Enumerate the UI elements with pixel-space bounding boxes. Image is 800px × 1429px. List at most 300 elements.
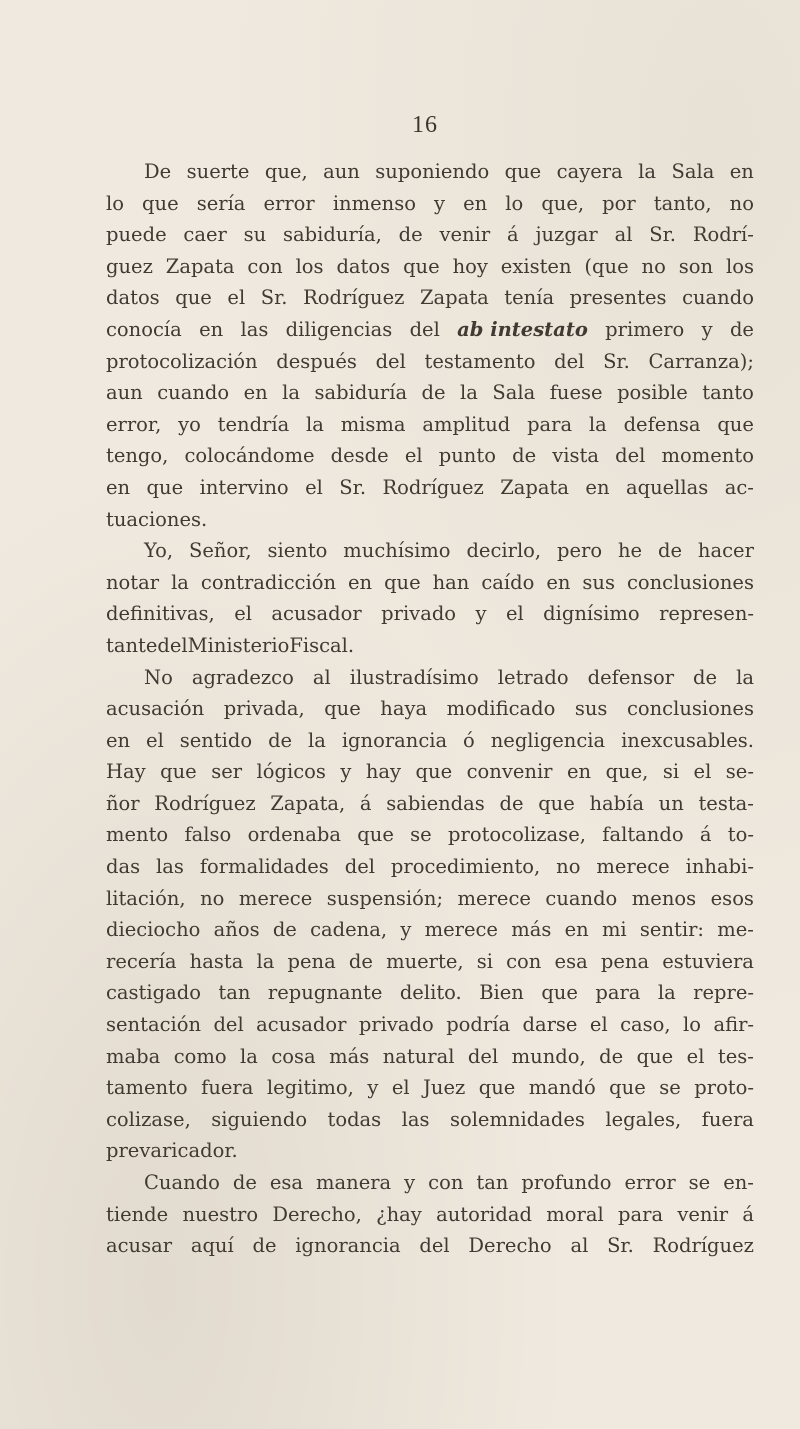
word: la xyxy=(638,160,657,183)
word: siguiendo xyxy=(211,1107,308,1131)
word: del xyxy=(615,444,646,468)
word: Zapata xyxy=(500,475,569,499)
word: la xyxy=(460,381,478,405)
word: tamento xyxy=(106,1076,188,1100)
word: sus xyxy=(582,570,615,594)
word: suerte xyxy=(186,160,250,183)
text-line xyxy=(106,788,754,820)
word: en xyxy=(106,728,131,752)
word: y xyxy=(367,1076,379,1100)
word: más xyxy=(329,1044,370,1068)
text-line xyxy=(106,251,754,283)
word: y xyxy=(340,760,352,784)
word: misma xyxy=(340,412,406,436)
word: todas xyxy=(327,1107,382,1131)
word: del xyxy=(409,317,440,341)
word: de xyxy=(599,1044,624,1068)
page-number: 16 xyxy=(412,112,438,138)
word: no xyxy=(729,191,754,215)
word: la xyxy=(282,381,301,405)
word: hoy xyxy=(452,254,488,278)
word: de xyxy=(421,381,446,405)
word: No xyxy=(144,665,173,689)
word: la xyxy=(240,1044,258,1068)
word: castigado xyxy=(106,981,201,1005)
word: había xyxy=(589,791,644,815)
word: privada, xyxy=(223,697,305,721)
word: que xyxy=(717,412,754,436)
word: merece xyxy=(457,886,531,910)
word: años xyxy=(213,918,260,942)
word: (que xyxy=(584,254,629,278)
word: aquí xyxy=(190,1234,234,1258)
word: cuando xyxy=(157,381,230,405)
word: Ministerio xyxy=(187,633,290,657)
word: primero xyxy=(605,317,685,341)
word: las xyxy=(401,1107,430,1131)
word: protocolizase, xyxy=(448,823,586,847)
word: á xyxy=(359,791,372,815)
word: decirlo, xyxy=(466,539,542,563)
word: en xyxy=(566,760,592,784)
word: que xyxy=(538,791,575,815)
text-line xyxy=(106,440,754,472)
text-line xyxy=(106,1041,754,1073)
word: del xyxy=(467,1044,499,1068)
text-line xyxy=(106,504,754,536)
word: de xyxy=(252,1234,277,1258)
word: en xyxy=(729,160,754,183)
word: los xyxy=(725,254,754,278)
word: existen xyxy=(500,254,572,278)
word: desde xyxy=(330,444,389,468)
word: en xyxy=(347,570,373,594)
word: de xyxy=(729,317,754,341)
text-line xyxy=(106,1009,754,1041)
word: en- xyxy=(723,1171,754,1194)
word: muerte, xyxy=(386,949,464,973)
word: posible xyxy=(617,381,688,405)
text-line xyxy=(106,977,754,1009)
word: guez xyxy=(106,254,153,278)
text-line xyxy=(106,346,754,378)
word: que xyxy=(415,760,453,784)
word: se- xyxy=(725,760,754,784)
word: amplitud xyxy=(422,412,511,436)
word: hay xyxy=(365,760,402,784)
word: Derecho xyxy=(468,1234,552,1258)
word: natural xyxy=(382,1044,455,1068)
text-line xyxy=(106,693,754,725)
text-line xyxy=(106,156,754,188)
word: privado xyxy=(381,602,457,626)
text-line xyxy=(106,851,754,883)
text-line xyxy=(106,1072,754,1104)
word: de xyxy=(398,223,423,247)
word: hacer xyxy=(697,539,754,563)
word: en xyxy=(546,570,571,594)
word: de xyxy=(268,728,293,752)
word: esa xyxy=(554,949,588,973)
word: delito. xyxy=(399,981,462,1005)
word: error, xyxy=(106,412,162,436)
word: caso, xyxy=(620,1013,671,1037)
text-line xyxy=(106,725,754,757)
word: procedimiento, xyxy=(390,855,541,879)
word: y xyxy=(701,317,713,341)
word: Sr. xyxy=(607,1234,634,1258)
word: á xyxy=(699,823,712,847)
text-line xyxy=(106,472,754,504)
word: más xyxy=(511,918,552,942)
word: tes- xyxy=(717,1044,754,1068)
word: y xyxy=(404,1171,416,1194)
word: sabiendas xyxy=(386,791,485,815)
word: que xyxy=(541,981,578,1005)
word: Rodríguez xyxy=(303,286,405,310)
word: Cuando xyxy=(144,1171,220,1194)
word: mi xyxy=(601,918,627,942)
word: autoridad xyxy=(436,1202,532,1226)
word: tiende xyxy=(106,1202,169,1226)
word: suspensión; xyxy=(326,886,444,910)
word: que xyxy=(175,286,212,310)
word: tante xyxy=(106,633,158,657)
word: Zapata xyxy=(419,286,489,310)
word: conocía xyxy=(106,317,182,341)
word: en xyxy=(463,191,488,215)
word: como xyxy=(173,1044,227,1068)
word: letrado xyxy=(497,665,569,689)
word: me- xyxy=(717,918,754,942)
word: Sala xyxy=(492,381,536,405)
word: de xyxy=(499,791,524,815)
word: darse xyxy=(522,1013,578,1037)
word: Carranza); xyxy=(648,349,754,373)
word: maba xyxy=(106,1044,161,1068)
word: del xyxy=(213,1013,244,1037)
word: Zapata xyxy=(165,254,235,278)
word: podría xyxy=(446,1013,511,1037)
word: intervino xyxy=(199,475,289,499)
word: Rodríguez xyxy=(382,475,484,499)
word: esa xyxy=(269,1171,304,1194)
word: ser xyxy=(211,760,243,784)
word: que xyxy=(384,570,421,594)
word: por xyxy=(602,191,636,215)
word: siento xyxy=(267,539,328,563)
word: prevaricador. xyxy=(106,1139,238,1163)
word: esos xyxy=(710,886,754,910)
word: su xyxy=(243,223,267,247)
word: puede xyxy=(106,223,167,247)
word: acusador xyxy=(256,1013,347,1037)
word: Sala xyxy=(671,160,715,183)
word: colocándome xyxy=(184,444,315,468)
word: ilustradísimo xyxy=(349,665,479,689)
word: faltando xyxy=(602,823,684,847)
word: sería xyxy=(196,191,246,215)
word: Bien xyxy=(479,981,524,1005)
text-line xyxy=(106,914,754,946)
word: cadena, xyxy=(310,918,388,942)
word: repre- xyxy=(693,981,754,1005)
word: para xyxy=(618,1202,664,1226)
word: dieciocho xyxy=(106,918,201,942)
word: aun xyxy=(106,381,143,405)
word: cayera xyxy=(556,160,623,183)
word: momento xyxy=(661,444,754,468)
word: Yo, xyxy=(144,539,174,563)
word: profundo xyxy=(521,1171,612,1194)
word: moral xyxy=(546,1202,604,1226)
word: sentido xyxy=(179,728,253,752)
word: Rodríguez xyxy=(154,791,256,815)
text-line xyxy=(106,1199,754,1231)
word: no xyxy=(200,886,225,910)
text-line xyxy=(106,535,754,567)
word: y xyxy=(434,191,446,215)
word: tanto, xyxy=(653,191,712,215)
body-text xyxy=(106,156,754,1262)
word: que xyxy=(504,160,542,183)
word: suponiendo xyxy=(375,160,490,183)
text-line xyxy=(106,1167,754,1199)
text-line xyxy=(106,819,754,851)
word: pero xyxy=(557,539,603,563)
word: el xyxy=(234,602,252,626)
word: falso xyxy=(184,823,232,847)
word: ó xyxy=(463,728,475,752)
word: estuviera xyxy=(662,949,754,973)
text-line xyxy=(106,946,754,978)
word: del xyxy=(554,349,585,373)
word: pena xyxy=(287,949,336,973)
word: error xyxy=(263,191,315,215)
word: si xyxy=(662,760,680,784)
word: acusación xyxy=(106,697,205,721)
word: á xyxy=(506,223,519,247)
word: la xyxy=(308,728,326,752)
word: si xyxy=(476,949,493,973)
word: tanto xyxy=(702,381,754,405)
word: caer xyxy=(183,223,227,247)
word: que, xyxy=(605,760,649,784)
word: que xyxy=(609,1076,646,1100)
word: datos xyxy=(106,286,160,310)
word: han xyxy=(432,570,470,594)
text-line xyxy=(106,883,754,915)
word: merece xyxy=(424,918,498,942)
word: Derecho, xyxy=(272,1202,362,1226)
word: inhabi- xyxy=(685,855,754,879)
text-line xyxy=(106,630,754,662)
word: tan xyxy=(218,981,251,1005)
word: sabiduría, xyxy=(283,223,382,247)
word: en xyxy=(585,475,610,499)
word: Hay xyxy=(106,760,146,784)
word: sentación xyxy=(106,1013,202,1037)
text-line xyxy=(106,409,754,441)
word: los xyxy=(295,254,324,278)
word: das xyxy=(106,855,141,879)
word: presentes xyxy=(569,286,667,310)
word: cosa xyxy=(271,1044,316,1068)
word: ignorancia xyxy=(341,728,448,752)
word: notar xyxy=(106,570,160,594)
word: acusador xyxy=(271,602,362,626)
text-line xyxy=(106,188,754,220)
word: inmenso xyxy=(332,191,416,215)
word: lógicos xyxy=(256,760,326,784)
word: Sr. xyxy=(260,286,288,310)
word: al xyxy=(614,223,633,247)
word: Fiscal. xyxy=(289,633,355,657)
word: inexcusables. xyxy=(621,728,754,752)
word: Rodríguez xyxy=(652,1234,754,1258)
word: fuera xyxy=(201,1076,254,1100)
word: convenir xyxy=(466,760,553,784)
word: lo xyxy=(683,1013,702,1037)
word: punto xyxy=(438,444,496,468)
word: tenía xyxy=(504,286,555,310)
text-line xyxy=(106,1230,754,1262)
word: Señor, xyxy=(189,539,252,563)
word: afir- xyxy=(713,1013,754,1037)
word: que xyxy=(324,697,361,721)
word: to- xyxy=(727,823,754,847)
text-line xyxy=(106,662,754,694)
word: del xyxy=(157,633,188,657)
word: mandó xyxy=(528,1076,596,1100)
word: recería xyxy=(106,949,177,973)
word: defensa xyxy=(623,412,701,436)
word: después xyxy=(276,349,357,373)
word: ignorancia xyxy=(295,1234,401,1258)
word: de xyxy=(658,539,683,563)
word: Juez xyxy=(423,1076,466,1100)
word: acusar xyxy=(106,1234,173,1258)
word: la xyxy=(171,570,189,594)
word: en xyxy=(564,918,589,942)
word: de xyxy=(232,1171,257,1194)
word: se xyxy=(410,823,432,847)
word: merece xyxy=(596,855,670,879)
word: venir xyxy=(677,1202,729,1226)
word: lo xyxy=(505,191,524,215)
word: conclusiones xyxy=(626,697,754,721)
word: que xyxy=(636,1044,674,1068)
word: cuando xyxy=(545,886,618,910)
word: de xyxy=(272,918,297,942)
word: yo xyxy=(178,412,201,436)
word: repugnante xyxy=(267,981,383,1005)
word: sentir: xyxy=(639,918,704,942)
word: De xyxy=(144,160,172,183)
word: las xyxy=(156,855,184,879)
word: mundo, xyxy=(511,1044,586,1068)
word: negligencia xyxy=(490,728,606,752)
word: vista xyxy=(552,444,599,468)
word: la xyxy=(657,981,676,1005)
word: nuestro xyxy=(182,1202,259,1226)
word: contradicción xyxy=(200,570,337,594)
text-line xyxy=(106,219,754,251)
word: menos xyxy=(631,886,697,910)
word: ñor xyxy=(106,791,140,815)
word: modificado xyxy=(446,697,556,721)
word: formalidades xyxy=(199,855,329,879)
word: con xyxy=(506,949,542,973)
word: no xyxy=(556,855,581,879)
word: que xyxy=(403,254,440,278)
word: dignísimo xyxy=(543,602,640,626)
word: el xyxy=(391,1076,410,1100)
word: el xyxy=(589,1013,608,1037)
word: tendría xyxy=(217,412,290,436)
word: aun xyxy=(323,160,360,183)
word: de xyxy=(512,444,537,468)
word: aquellas xyxy=(625,475,709,499)
word: del xyxy=(419,1234,450,1258)
word: que xyxy=(478,1076,516,1100)
text-line xyxy=(106,1135,754,1167)
word: fuese xyxy=(549,381,603,405)
word: la xyxy=(256,949,275,973)
word: y xyxy=(400,918,412,942)
word: en xyxy=(106,475,131,499)
word: diligencias xyxy=(285,317,393,341)
word: y xyxy=(475,602,487,626)
word: litación, xyxy=(106,886,186,910)
word: manera xyxy=(316,1171,392,1194)
word: legales, xyxy=(605,1107,682,1131)
text-line xyxy=(106,567,754,599)
word: juzgar xyxy=(535,223,598,247)
word: un xyxy=(658,791,684,815)
word: son xyxy=(678,254,714,278)
word: ab intestato xyxy=(457,317,588,341)
word: del xyxy=(344,855,375,879)
word: lo xyxy=(106,191,124,215)
word: Sr. xyxy=(649,223,676,247)
word: ordenaba xyxy=(247,823,341,847)
word: muchísimo xyxy=(343,539,451,563)
word: merece xyxy=(238,886,313,910)
word: el xyxy=(305,475,323,499)
word: la xyxy=(306,412,324,436)
word: tan xyxy=(476,1171,509,1194)
word: Rodrí- xyxy=(692,223,754,247)
word: represen- xyxy=(659,602,754,626)
word: cuando xyxy=(682,286,754,310)
word: fuera xyxy=(701,1107,754,1131)
word: he xyxy=(618,539,643,563)
word: la xyxy=(736,665,754,689)
word: conclusiones xyxy=(626,570,754,594)
word: de xyxy=(348,949,373,973)
word: pena xyxy=(600,949,650,973)
word: el xyxy=(146,728,164,752)
word: la xyxy=(588,412,607,436)
word: el xyxy=(404,444,423,468)
word: error xyxy=(624,1171,676,1194)
text-line xyxy=(106,282,754,314)
text-line xyxy=(106,1104,754,1136)
word: caído xyxy=(481,570,535,594)
word: proto- xyxy=(694,1076,754,1100)
word: el xyxy=(686,1044,705,1068)
